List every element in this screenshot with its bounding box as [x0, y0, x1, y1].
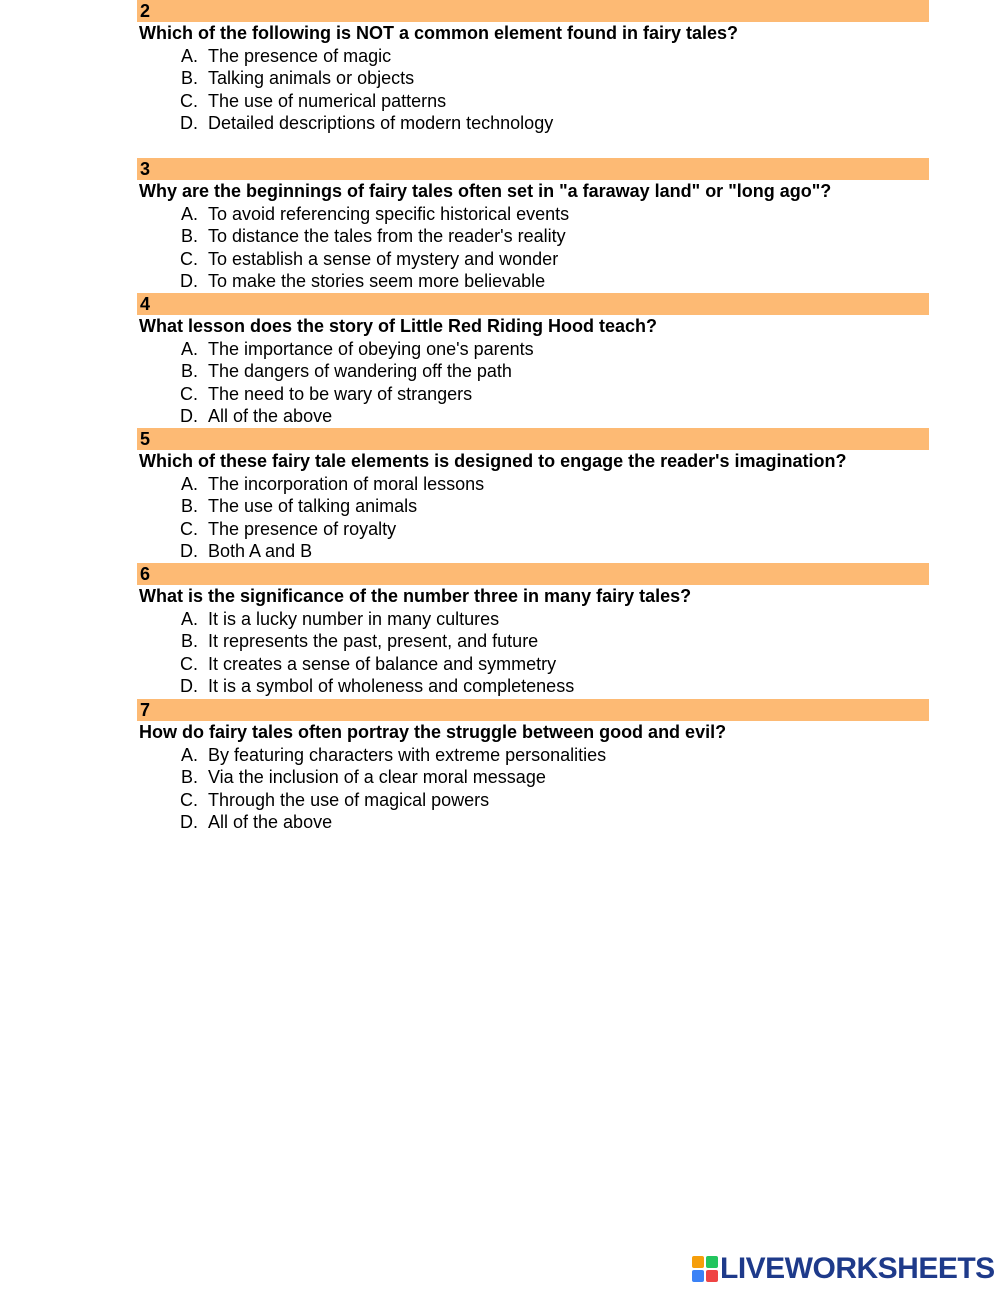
option-letter: C.: [180, 789, 198, 810]
question-number-bar: 3: [137, 158, 929, 180]
option-letter: D.: [180, 541, 198, 561]
option-list: [137, 45, 929, 135]
option-letter: D.: [180, 812, 198, 832]
option-item[interactable]: [137, 495, 929, 518]
option-letter: A.: [180, 45, 198, 66]
option-letter: B.: [180, 767, 198, 787]
option-item[interactable]: [137, 360, 929, 383]
option-list: [137, 744, 929, 834]
option-item[interactable]: [137, 383, 929, 406]
option-item[interactable]: [137, 225, 929, 248]
option-text: The importance of obeying one's parents: [208, 338, 534, 359]
question-text: Which of these fairy tale elements is designed to engage the reader's imagination?: [139, 451, 847, 471]
option-letter: B.: [180, 496, 198, 516]
option-item[interactable]: [137, 608, 929, 631]
option-text: To distance the tales from the reader's reality: [208, 226, 566, 246]
option-text: To avoid referencing specific historical events: [208, 203, 570, 224]
option-letter: C.: [180, 653, 198, 674]
option-text: The incorporation of moral lessons: [208, 473, 485, 494]
option-text: By featuring characters with extreme personalities: [208, 744, 607, 765]
question-text: Why are the beginnings of fairy tales often set in "a faraway land" or "long ago"?: [139, 181, 832, 201]
option-item[interactable]: [137, 653, 929, 676]
option-item[interactable]: [137, 766, 929, 789]
option-list: [137, 608, 929, 698]
question-number-bar: 7: [137, 699, 929, 721]
option-text: The use of talking animals: [208, 496, 418, 516]
option-text: The need to be wary of strangers: [208, 383, 473, 404]
option-letter: A.: [180, 203, 198, 224]
option-text: All of the above: [208, 812, 333, 832]
option-item[interactable]: [137, 789, 929, 812]
option-letter: B.: [180, 361, 198, 381]
logo-square-icon: [706, 1256, 718, 1268]
option-letter: D.: [180, 113, 198, 133]
option-letter: D.: [180, 271, 198, 291]
question-text: How do fairy tales often portray the struggle between good and evil?: [139, 722, 727, 742]
option-text: It represents the past, present, and future: [208, 631, 539, 651]
option-text: Via the inclusion of a clear moral message: [208, 767, 546, 787]
option-letter: A.: [180, 473, 198, 494]
option-letter: B.: [180, 68, 198, 88]
option-item[interactable]: [137, 744, 929, 767]
option-text: Detailed descriptions of modern technology: [208, 113, 554, 133]
option-text: It is a lucky number in many cultures: [208, 608, 500, 629]
option-text: Through the use of magical powers: [208, 789, 490, 810]
option-letter: C.: [180, 383, 198, 404]
option-text: It creates a sense of balance and symmetry: [208, 653, 557, 674]
question-block-4: [137, 293, 929, 428]
logo-square-icon: [706, 1270, 718, 1282]
question-text: Which of the following is NOT a common element found in fairy tales?: [139, 23, 739, 43]
option-text: Both A and B: [208, 541, 313, 561]
question-block-7: [137, 699, 929, 834]
question-number-bar: 6: [137, 563, 929, 585]
option-letter: A.: [180, 608, 198, 629]
option-list: [137, 473, 929, 563]
option-item[interactable]: [137, 473, 929, 496]
option-text: To make the stories seem more believable: [208, 271, 546, 291]
option-item[interactable]: [137, 630, 929, 653]
option-item[interactable]: [137, 675, 929, 698]
option-letter: A.: [180, 338, 198, 359]
option-item[interactable]: [137, 338, 929, 361]
option-letter: C.: [180, 248, 198, 269]
option-letter: C.: [180, 518, 198, 539]
option-text: The presence of magic: [208, 45, 392, 66]
question-text: What is the significance of the number three in many fairy tales?: [139, 586, 692, 606]
question-block-6: [137, 563, 929, 698]
option-item[interactable]: [137, 518, 929, 541]
option-item[interactable]: [137, 45, 929, 68]
option-text: The use of numerical patterns: [208, 90, 447, 111]
option-text: The dangers of wandering off the path: [208, 361, 512, 381]
option-item[interactable]: [137, 270, 929, 293]
option-item[interactable]: [137, 203, 929, 226]
logo-square-icon: [692, 1256, 704, 1268]
option-letter: D.: [180, 676, 198, 696]
option-letter: D.: [180, 406, 198, 426]
option-text: To establish a sense of mystery and wonder: [208, 248, 559, 269]
option-item[interactable]: [137, 248, 929, 271]
option-item[interactable]: [137, 112, 929, 135]
liveworksheets-logo: [692, 1252, 995, 1285]
option-item[interactable]: [137, 67, 929, 90]
question-block-3: [137, 158, 929, 293]
option-text: All of the above: [208, 406, 333, 426]
option-text: The presence of royalty: [208, 518, 397, 539]
option-letter: B.: [180, 631, 198, 651]
question-number-bar: 2: [137, 0, 929, 22]
option-text: It is a symbol of wholeness and completeness: [208, 676, 575, 696]
question-block-2: [137, 0, 929, 135]
question-number-bar: 5: [137, 428, 929, 450]
option-text: Talking animals or objects: [208, 68, 415, 88]
option-item[interactable]: [137, 90, 929, 113]
logo-mark-icon: [692, 1256, 718, 1282]
option-list: [137, 203, 929, 293]
option-letter: C.: [180, 90, 198, 111]
logo-square-icon: [692, 1270, 704, 1282]
brand-name: LIVEWORKSHEETS: [720, 1252, 995, 1285]
question-text: What lesson does the story of Little Red Riding Hood teach?: [139, 316, 658, 336]
option-item[interactable]: [137, 811, 929, 834]
option-letter: B.: [180, 226, 198, 246]
question-number-bar: 4: [137, 293, 929, 315]
option-list: [137, 338, 929, 428]
option-letter: A.: [180, 744, 198, 765]
option-item[interactable]: [137, 405, 929, 428]
question-block-5: [137, 428, 929, 563]
option-item[interactable]: [137, 540, 929, 563]
